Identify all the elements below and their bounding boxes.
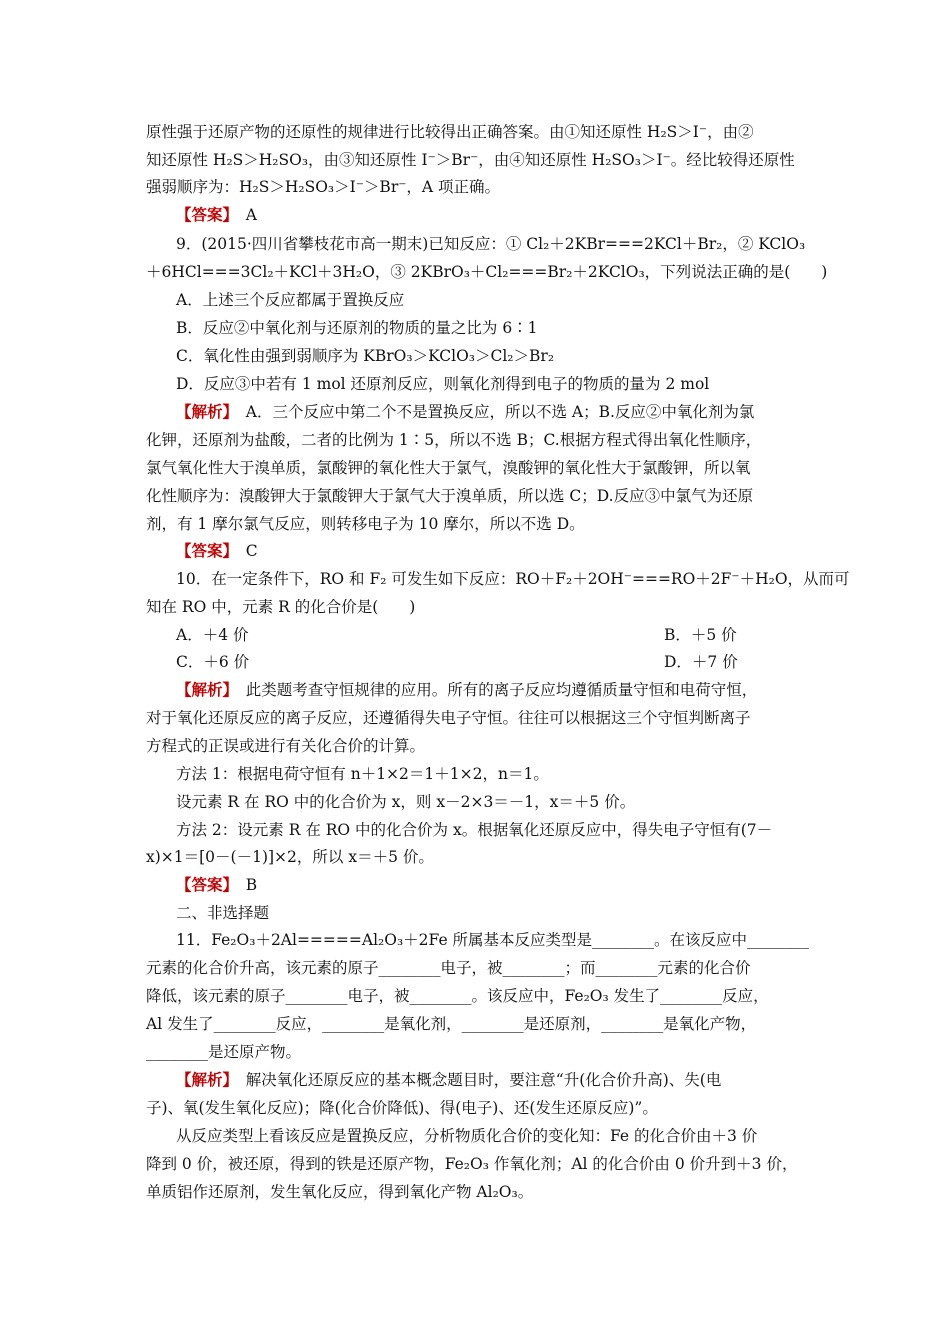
answer-tag: 【答案】 xyxy=(176,541,231,560)
option-d: D．＋7 价 xyxy=(664,653,738,671)
analysis-tag: 【解析】 xyxy=(176,680,231,699)
text-line: 剂，有 1 摩尔氯气反应，则转移电子为 10 摩尔，所以不选 D。 xyxy=(146,515,585,533)
options-row xyxy=(176,652,856,672)
text-line: 知还原性 H₂S＞H₂SO₃，由③知还原性 I⁻＞Br⁻，由④知还原性 H₂SO₃＞I⁻。经比较得还原性 xyxy=(146,151,795,169)
text-line: 从反应类型上看该反应是置换反应，分析物质化合价的变化知：Fe 的化合价由＋3 价 xyxy=(176,1127,758,1145)
analysis-line: 【解析】 解决氧化还原反应的基本概念题目时，要注意“升(化合价升高)、失(电 xyxy=(176,1070,722,1089)
answer-tag: 【答案】 xyxy=(176,875,231,894)
text-line: 对于氧化还原反应的离子反应，还遵循得失电子守恒。往往可以根据这三个守恒判断离子 xyxy=(146,709,751,727)
answer-line: 【答案】 B xyxy=(176,875,258,894)
text-line: 元素的化合价升高，该元素的原子________电子，被________；而________元素的化合价 xyxy=(146,959,751,977)
option-c: C．氧化性由强到弱顺序为 KBrO₃＞KClO₃＞Cl₂＞Br₂ xyxy=(176,347,555,365)
answer-tag: 【答案】 xyxy=(176,205,231,224)
section-heading: 二、非选择题 xyxy=(176,904,270,922)
analysis-line: 【解析】 此类题考查守恒规律的应用。所有的离子反应均遵循质量守恒和电荷守恒， xyxy=(176,680,758,699)
question-11-stem: 11．Fe₂O₃＋2Al=====Al₂O₃＋2Fe 所属基本反应类型是________。在该反应中________ xyxy=(176,931,810,949)
text-line: 设元素 R 在 RO 中的化合价为 x，则 x－2×3＝－1，x＝＋5 价。 xyxy=(176,793,636,811)
analysis-tag: 【解析】 xyxy=(176,1070,231,1089)
option-b: B．反应②中氧化剂与还原剂的物质的量之比为 6∶1 xyxy=(176,319,538,337)
options-row xyxy=(176,625,856,645)
text-line: ________是还原产物。 xyxy=(146,1043,302,1061)
answer-line: 【答案】 C xyxy=(176,541,258,560)
text-line: 化性顺序为：溴酸钾大于氯酸钾大于氯气大于溴单质，所以选 C；D.反应③中氯气为还原 xyxy=(146,487,754,505)
answer-line: 【答案】 A xyxy=(176,205,257,224)
question-10-stem: 10．在一定条件下，RO 和 F₂ 可发生如下反应：RO＋F₂＋2OH⁻===RO＋2F⁻＋H₂O，从而可 xyxy=(176,570,850,588)
option-a: A．＋4 价 xyxy=(176,626,249,644)
option-c: C．＋6 价 xyxy=(176,653,250,671)
text-line: 原性强于还原产物的还原性的规律进行比较得出正确答案。由①知还原性 H₂S＞I⁻，由② xyxy=(146,123,754,141)
option-a: A．上述三个反应都属于置换反应 xyxy=(176,291,405,309)
option-d: D．反应③中若有 1 mol 还原剂反应，则氧化剂得到电子的物质的量为 2 mol xyxy=(176,375,710,393)
text-line: x)×1＝[0－(－1)]×2，所以 x＝＋5 价。 xyxy=(146,848,434,866)
analysis-line: 【解析】 A．三个反应中第二个不是置换反应，所以不选 A；B.反应②中氧化剂为氯 xyxy=(176,402,755,421)
text-line: 子)、氧(发生氧化反应)；降(化合价降低)、得(电子)、还(发生还原反应)”。 xyxy=(146,1099,658,1117)
text-line: 方法 2：设元素 R 在 RO 中的化合价为 x。根据氧化还原反应中，得失电子守恒有(7－ xyxy=(176,821,773,839)
analysis-tag: 【解析】 xyxy=(176,402,231,421)
text-line: 单质铝作还原剂，发生氧化反应，得到氧化产物 Al₂O₃。 xyxy=(146,1183,534,1201)
text-line: 化钾，还原剂为盐酸，二者的比例为 1∶5，所以不选 B；C.根据方程式得出氧化性顺序， xyxy=(146,431,762,449)
text-line: 知在 RO 中，元素 R 的化合价是( ) xyxy=(146,598,416,616)
question-9-stem: 9．(2015·四川省攀枝花市高一期末)已知反应：① Cl₂＋2KBr===2KCl＋Br₂，② KClO₃ xyxy=(176,235,806,253)
text-line: ＋6HCl===3Cl₂＋KCl＋3H₂O，③ 2KBrO₃＋Cl₂===Br₂＋2KClO₃，下列说法正确的是( ) xyxy=(146,263,828,281)
text-line: 降低，该元素的原子________电子，被________。该反应中，Fe₂O₃ 发生了________反应， xyxy=(146,987,769,1005)
text-line: 降到 0 价，被还原，得到的铁是还原产物，Fe₂O₃ 作氧化剂；Al 的化合价由 0 价升到＋3 价， xyxy=(146,1155,798,1173)
text-line: 氯气氧化性大于溴单质，氯酸钾的氧化性大于氯气，溴酸钾的氧化性大于氯酸钾，所以氧 xyxy=(146,459,751,477)
text-line: 强弱顺序为：H₂S＞H₂SO₃＞I⁻＞Br⁻，A 项正确。 xyxy=(146,178,501,196)
option-b: B．＋5 价 xyxy=(664,626,737,644)
text-line: Al 发生了________反应，________是氧化剂，________是还原剂，________是氧化产物， xyxy=(146,1015,757,1033)
text-line: 方法 1：根据电荷守恒有 n＋1×2＝1＋1×2，n＝1。 xyxy=(176,765,549,783)
text-line: 方程式的正误或进行有关化合价的计算。 xyxy=(146,737,426,755)
